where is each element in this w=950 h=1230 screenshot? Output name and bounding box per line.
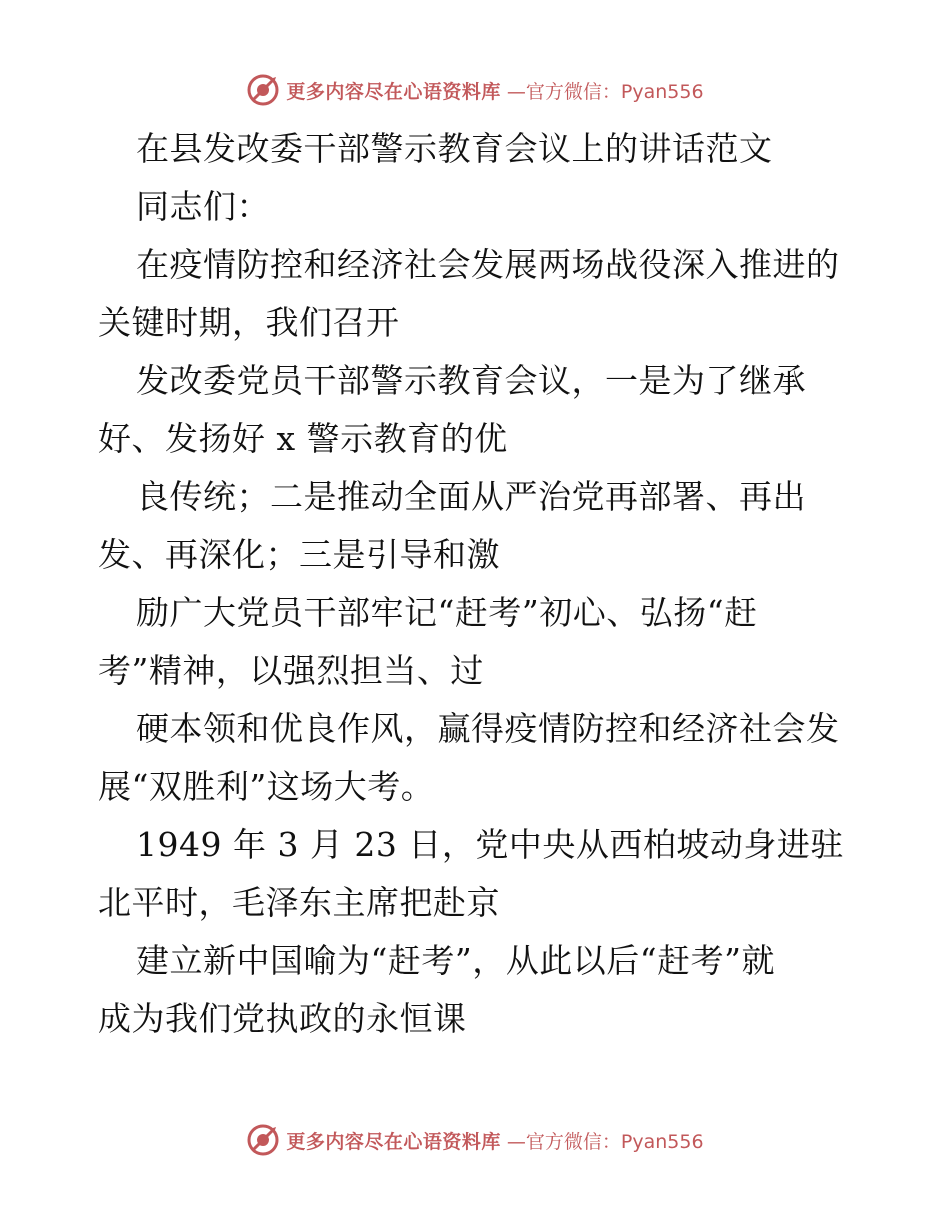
paragraph-line: 1949 年 3 月 23 日，党中央从西柏坡动身进驻 bbox=[136, 825, 844, 864]
banner-contact-text: —官方微信：Pyan556 bbox=[506, 80, 704, 103]
banner-brand-text: 更多内容尽在心语资料库 bbox=[286, 1130, 501, 1153]
brand-logo-icon bbox=[246, 1123, 280, 1157]
paragraph-line: 发改委党员干部警示教育会议，一是为了继承 bbox=[136, 361, 806, 400]
header-banner bbox=[0, 70, 950, 110]
salutation: 同志们： bbox=[136, 187, 270, 226]
paragraph-line: 硬本领和优良作风，赢得疫情防控和经济社会发 bbox=[136, 709, 840, 748]
paragraph-line: 发、再深化；三是引导和激 bbox=[98, 535, 500, 574]
paragraph-line: 在疫情防控和经济社会发展两场战役深入推进的 bbox=[136, 245, 840, 284]
footer-banner bbox=[0, 1120, 950, 1160]
banner-brand-text: 更多内容尽在心语资料库 bbox=[286, 80, 501, 103]
paragraph-line: 成为我们党执政的永恒课 bbox=[98, 999, 467, 1038]
paragraph-line: 建立新中国喻为“赶考”，从此以后“赶考”就 bbox=[136, 941, 775, 980]
banner-contact-text: —官方微信：Pyan556 bbox=[506, 1130, 704, 1153]
paragraph-line: 考”精神，以强烈担当、过 bbox=[98, 651, 484, 690]
document-title: 在县发改委干部警示教育会议上的讲话范文 bbox=[136, 129, 773, 168]
paragraph-line: 展“双胜利”这场大考。 bbox=[98, 767, 435, 806]
brand-logo-icon bbox=[246, 73, 280, 107]
paragraph-line: 好、发扬好 x 警示教育的优 bbox=[98, 419, 508, 458]
document-body bbox=[98, 120, 858, 1048]
paragraph-line: 良传统；二是推动全面从严治党再部署、再出 bbox=[136, 477, 806, 516]
paragraph-line: 北平时，毛泽东主席把赴京 bbox=[98, 883, 500, 922]
paragraph-line: 励广大党员干部牢记“赶考”初心、弘扬“赶 bbox=[136, 593, 758, 632]
paragraph-line: 关键时期，我们召开 bbox=[98, 303, 400, 342]
